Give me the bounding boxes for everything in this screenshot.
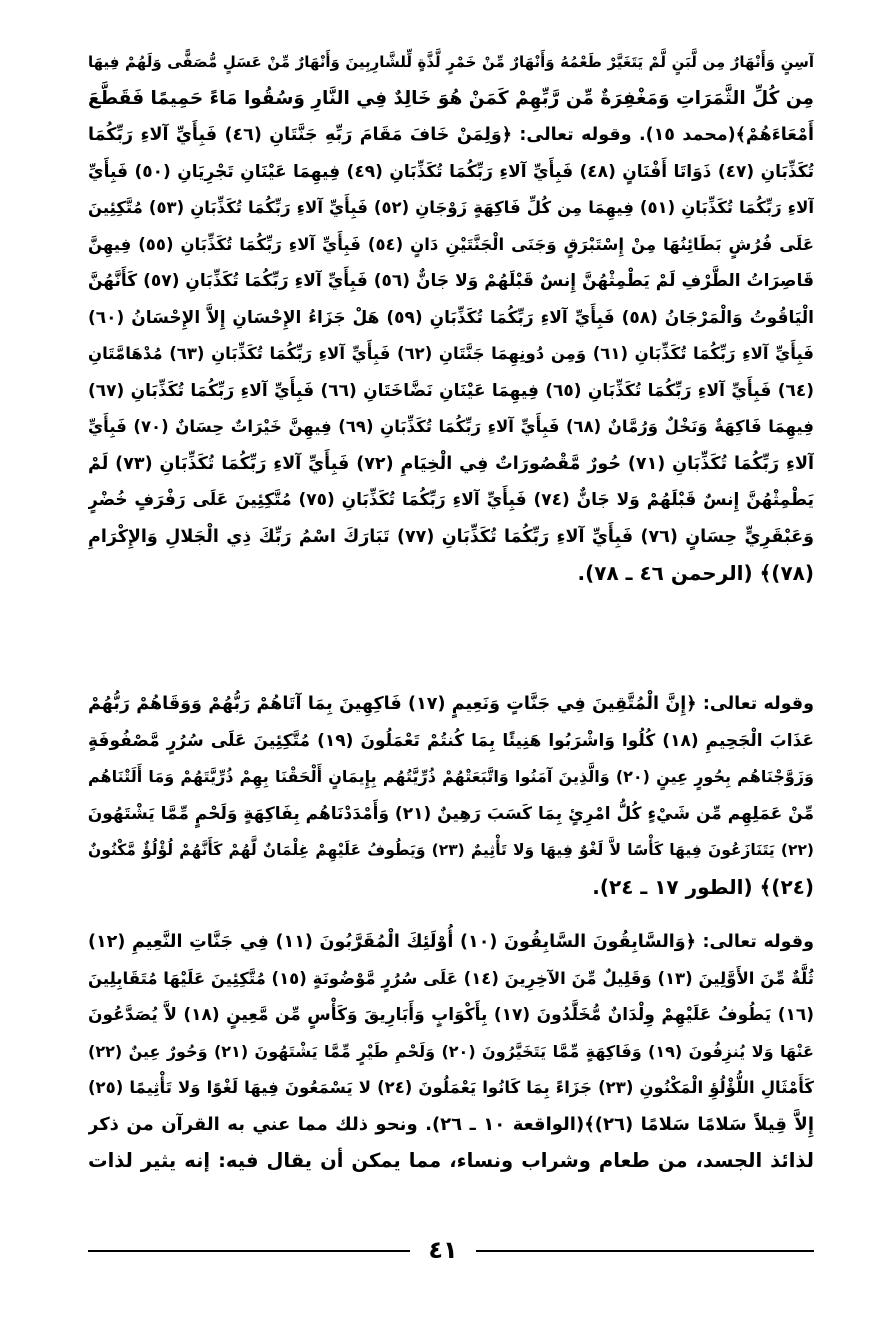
text-line: فَبِأَيِّ آلاءِ رَبِّكُمَا تُكَذِّبَانِ (٦١) وَمِن دُونِهِمَا جَنَّتَانِ (٦٢) فَبِأَيِّ آلاءِ رَبِّكُمَا تُكَذِّبَانِ (٦٣) مُدْهَامَّتَانِ — [88, 344, 814, 363]
text-line: (٢٤)﴾ (الطور ١٧ ـ ٢٤). — [592, 874, 814, 899]
text-line: وقوله تعالى: ﴿وَالسَّابِقُونَ السَّابِقُونَ (١٠) أُوْلَئِكَ الْمُقَرَّبُونَ (١١) فِي جَنَّاتِ النَّعِيمِ (١٢) — [88, 932, 814, 952]
text-line: آلاءِ رَبِّكُمَا تُكَذِّبَانِ (٧١) حُورٌ مَّقْصُورَاتٌ فِي الْخِيَامِ (٧٢) فَبِأَيِّ آلاءِ رَبِّكُمَا تُكَذِّبَانِ (٧٣) لَمْ — [88, 453, 814, 474]
text-line: أَمْعَاءَهُمْ﴾(محمد ١٥). وقوله تعالى: ﴿وَلِمَنْ خَافَ مَقَامَ رَبِّهِ جَنَّتَانِ (٤٦) فَبِأَيِّ آلاءِ رَبِّكُمَا — [88, 125, 814, 145]
text-line: الْيَاقُوتُ وَالْمَرْجَانُ (٥٨) فَبِأَيِّ آلاءِ رَبِّكُمَا تُكَذِّبَانِ (٥٩) هَلْ جَزَاءُ الإِحْسَانِ إِلاَّ الإِحْسَانُ (٦٠) — [88, 307, 814, 328]
footer-rule — [88, 1250, 410, 1252]
text-line: آلاءِ رَبِّكُمَا تُكَذِّبَانِ (٥١) فِيهِمَا مِن كُلِّ فَاكِهَةٍ زَوْجَانِ (٥٢) فَبِأَيِّ آلاءِ رَبِّكُمَا تُكَذِّبَانِ (٥٣) مُتَّكِئِينَ — [88, 198, 814, 217]
text-line: (٦٤) فَبِأَيِّ آلاءِ رَبِّكُمَا تُكَذِّبَانِ (٦٥) فِيهِمَا عَيْنَانِ نَضَّاخَتَانِ (٦٦) فَبِأَيِّ آلاءِ رَبِّكُمَا تُكَذِّبَانِ (٦٧) — [88, 380, 814, 401]
text-line: ثُلَّةٌ مِّنَ الأَوَّلِينَ (١٣) وَقَلِيلٌ مِّنَ الآخِرِينَ (١٤) عَلَى سُرُرٍ مَّوْضُونَةٍ (١٥) مُتَّكِئِينَ عَلَيْهَا مُتَقَابِلِينَ — [88, 968, 814, 988]
text-line: مِّنْ عَمَلِهِم مِّن شَيْءٍ كُلُّ امْرِئٍ بِمَا كَسَبَ رَهِينٌ (٢١) وَأَمْدَدْنَاهُم بِفَاكِهَةٍ وَلَحْمٍ مِّمَّا يَشْتَهُونَ — [88, 803, 814, 824]
footer-rule — [476, 1250, 814, 1252]
text-line: تُكَذِّبَانِ (٤٧) ذَوَاتَا أَفْنَانٍ (٤٨) فَبِأَيِّ آلاءِ رَبِّكُمَا تُكَذِّبَانِ (٤٩) فِيهِمَا عَيْنَانِ تَجْرِيَانِ (٥٠) فَبِأَيِّ — [88, 161, 814, 182]
text-line: يَطْمِثْهُنَّ إِنسٌ قَبْلَهُمْ وَلا جَانٌّ (٧٤) فَبِأَيِّ آلاءِ رَبِّكُمَا تُكَذِّبَانِ (٧٥) مُتَّكِئِينَ عَلَى رَفْرَفٍ خُضْرٍ — [88, 490, 814, 510]
text-line: عَنْهَا وَلا يُنزِفُونَ (١٩) وَفَاكِهَةٍ مِّمَّا يَتَخَيَّرُونَ (٢٠) وَلَحْمِ طَيْرٍ مِّمَّا يَشْتَهُونَ (٢١) وَحُورٌ عِينٌ (٢٢) — [88, 1041, 814, 1061]
text-line: فِيهِمَا فَاكِهَةٌ وَنَخْلٌ وَرُمَّانٌ (٦٨) فَبِأَيِّ آلاءِ رَبِّكُمَا تُكَذِّبَانِ (٦٩) فِيهِنَّ خَيْرَاتٌ حِسَانٌ (٧٠) فَبِأَيِّ — [88, 417, 814, 436]
text-line: كَأَمْثَالِ اللُّؤْلُؤِ الْمَكْنُونِ (٢٣) جَزَاءً بِمَا كَانُوا يَعْمَلُونَ (٢٤) لا يَسْمَعُونَ فِيهَا لَغْوًا وَلا تَأْثِيمًا (٢٥) — [88, 1078, 814, 1097]
text-line: عَذَابَ الْجَحِيمِ (١٨) كُلُوا وَاشْرَبُوا هَنِيئًا بِمَا كُنتُمْ تَعْمَلُونَ (١٩) مُتَّكِئِينَ عَلَى سُرُرٍ مَّصْفُوفَةٍ — [88, 730, 814, 751]
text-line: (٧٨)﴾ (الرحمن ٤٦ ـ ٧٨). — [577, 561, 814, 585]
text-line: قَاصِرَاتُ الطَّرْفِ لَمْ يَطْمِثْهُنَّ إِنسٌ قَبْلَهُمْ وَلا جَانٌّ (٥٦) فَبِأَيِّ آلاءِ رَبِّكُمَا تُكَذِّبَانِ (٥٧) كَأَنَّهُنَّ — [88, 271, 814, 291]
text-line: مِن كُلِّ الثَّمَرَاتِ وَمَغْفِرَةٌ مِّن رَّبِّهِمْ كَمَنْ هُوَ خَالِدٌ فِي النَّارِ وَسُقُوا مَاءً حَمِيمًا فَقَطَّعَ — [88, 87, 814, 109]
text-line: عَلَى فُرُشٍ بَطَائِنُهَا مِنْ إِسْتَبْرَقٍ وَجَنَى الْجَنَّتَيْنِ دَانٍ (٥٤) فَبِأَيِّ آلاءِ رَبِّكُمَا تُكَذِّبَانِ (٥٥) فِيهِنَّ — [88, 234, 814, 254]
paragraph-1 — [88, 44, 814, 592]
paragraph-3 — [88, 924, 814, 1180]
text-line: (١٦) يَطُوفُ عَلَيْهِمْ وِلْدَانٌ مُّخَلَّدُونَ (١٧) بِأَكْوَابٍ وَأَبَارِيقَ وَكَأْسٍ مِّن مَّعِينٍ (١٨) لاَّ يُصَدَّعُونَ — [88, 1005, 814, 1025]
text-line: لذائذ الجسد، من طعام وشراب ونساء، مما يمكن أن يقال فيه: إنه يثير لذات — [88, 1149, 814, 1172]
text-line: وَعَبْقَرِيٍّ حِسَانٍ (٧٦) فَبِأَيِّ آلاءِ رَبِّكُمَا تُكَذِّبَانِ (٧٧) تَبَارَكَ اسْمُ رَبِّكَ ذِي الْجَلالِ وَالإِكْرَامِ — [88, 526, 814, 547]
page-number: ٤١ — [428, 1236, 458, 1264]
text-line: وقوله تعالى: ﴿إِنَّ الْمُتَّقِينَ فِي جَنَّاتٍ وَنَعِيمٍ (١٧) فَاكِهِينَ بِمَا آتَاهُمْ رَبُّهُمْ وَوَقَاهُمْ رَبُّهُمْ — [88, 694, 814, 714]
text-line: وَزَوَّجْنَاهُم بِحُورٍ عِينٍ (٢٠) وَالَّذِينَ آمَنُوا وَاتَّبَعَتْهُمْ ذُرِّيَّتُهُم بِإِيمَانٍ أَلْحَقْنَا بِهِمْ ذُرِّيَّتَهُمْ وَمَا أَلَتْنَاهُم — [88, 767, 814, 786]
text-line: (٢٢) يَتَنَازَعُونَ فِيهَا كَأْسًا لاَّ لَغْوٌ فِيهَا وَلا تَأْثِيمٌ (٢٣) وَيَطُوفُ عَلَيْهِمْ غِلْمَانٌ لَّهُمْ كَأَنَّهُمْ لُؤْلُؤٌ مَّكْنُونٌ — [88, 841, 814, 859]
text-line: إِلاَّ قِيلاً سَلامًا سَلامًا (٢٦)﴾(الواقعة ١٠ ـ ٢٦). ونحو ذلك مما عني به القرآن من ذكر — [88, 1113, 814, 1135]
text-line: آسِنٍ وَأَنْهَارٌ مِن لَّبَنٍ لَّمْ يَتَغَيَّرْ طَعْمُهُ وَأَنْهَارٌ مِّنْ خَمْرٍ لَّذَّةٍ لِّلشَّارِبِينَ وَأَنْهَارٌ مِّنْ عَسَلٍ مُّصَفًّى وَلَهُمْ فِيهَا — [88, 53, 814, 71]
paragraph-2 — [88, 686, 814, 905]
